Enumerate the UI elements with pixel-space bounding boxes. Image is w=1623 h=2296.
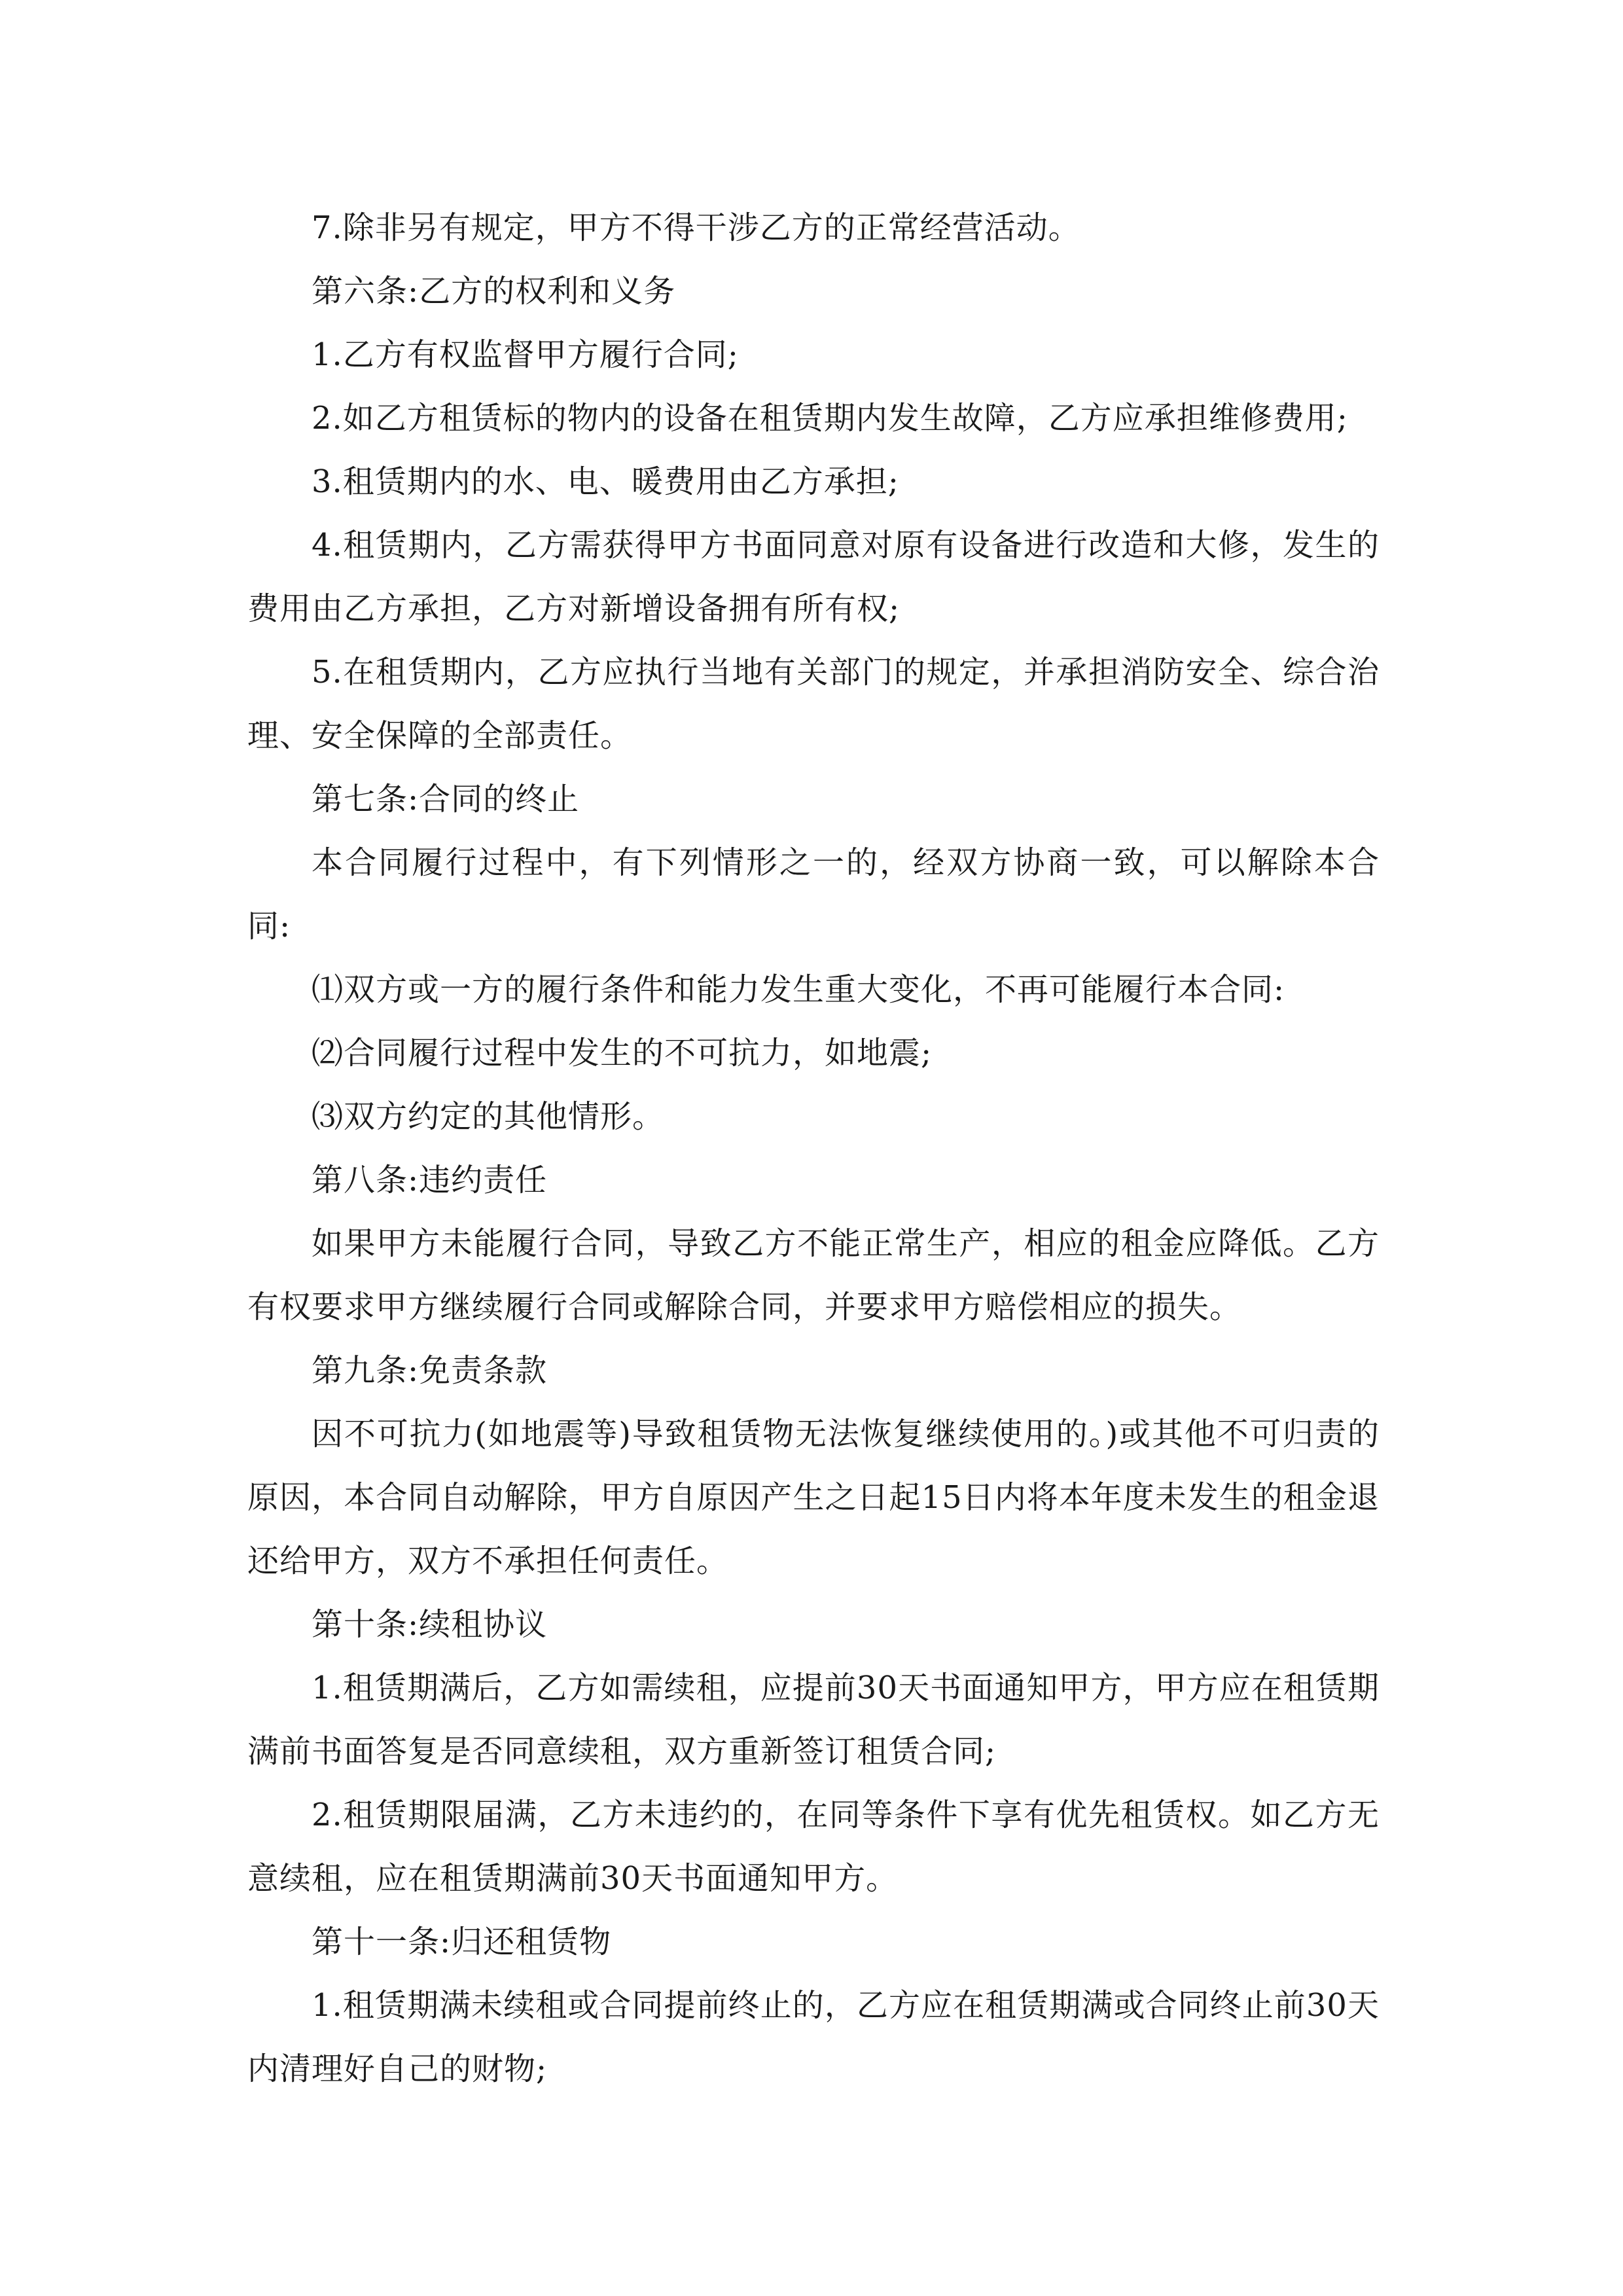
- paragraph-article-7-item-2: ⑵合同履行过程中发生的不可抗力，如地震;: [312, 1035, 933, 1071]
- paragraph-article-6-item-1: 1.乙方有权监督甲方履行合同;: [312, 336, 739, 373]
- heading-article-9: 第九条:免责条款: [312, 1352, 548, 1389]
- heading-article-7: 第七条:合同的终止: [312, 781, 580, 817]
- paragraph-article-9-body: 因不可抗力(如地震等)导致租赁物无法恢复继续使用的。)或其他不可归责的原因，本合同自动解除，甲方自原因产生之日起15日内将本年度未发生的租金退还给甲方，双方不承担任何责任。: [247, 1416, 1380, 1579]
- heading-article-10: 第十条:续租协议: [312, 1606, 548, 1643]
- paragraph-clause-7-interference: 7.除非另有规定，甲方不得干涉乙方的正常经营活动。: [312, 209, 1080, 246]
- paragraph-article-10-item-1: 1.租赁期满后，乙方如需续租，应提前30天书面通知甲方，甲方应在租赁期满前书面答复是否同意续租，双方重新签订租赁合同;: [247, 1670, 1380, 1770]
- paragraph-article-6-item-3: 3.租赁期内的水、电、暖费用由乙方承担;: [312, 463, 899, 500]
- paragraph-article-10-item-2: 2.租赁期限届满，乙方未违约的，在同等条件下享有优先租赁权。如乙方无意续租，应在租赁期满前30天书面通知甲方。: [247, 1797, 1380, 1897]
- heading-article-8: 第八条:违约责任: [312, 1162, 548, 1198]
- document-body: [247, 196, 1380, 2101]
- paragraph-article-6-item-5: 5.在租赁期内，乙方应执行当地有关部门的规定，并承担消防安全、综合治理、安全保障的全部责任。: [247, 654, 1380, 754]
- heading-article-6: 第六条:乙方的权利和义务: [312, 273, 676, 310]
- paragraph-article-8-body: 如果甲方未能履行合同，导致乙方不能正常生产，相应的租金应降低。乙方有权要求甲方继续履行合同或解除合同，并要求甲方赔偿相应的损失。: [247, 1225, 1380, 1325]
- paragraph-article-6-item-4: 4.租赁期内，乙方需获得甲方书面同意对原有设备进行改造和大修，发生的费用由乙方承担，乙方对新增设备拥有所有权;: [247, 527, 1380, 627]
- paragraph-article-11-item-1: 1.租赁期满未续租或合同提前终止的，乙方应在租赁期满或合同终止前30天内清理好自己的财物;: [247, 1987, 1380, 2087]
- paragraph-article-6-item-2: 2.如乙方租赁标的物内的设备在租赁期内发生故障，乙方应承担维修费用;: [312, 400, 1348, 437]
- paragraph-article-7-item-3: ⑶双方约定的其他情形。: [312, 1098, 665, 1135]
- paragraph-article-7-intro: 本合同履行过程中，有下列情形之一的，经双方协商一致，可以解除本合同:: [247, 844, 1380, 944]
- heading-article-11: 第十一条:归还租赁物: [312, 1924, 612, 1960]
- paragraph-article-7-item-1: ⑴双方或一方的履行条件和能力发生重大变化，不再可能履行本合同:: [312, 971, 1285, 1008]
